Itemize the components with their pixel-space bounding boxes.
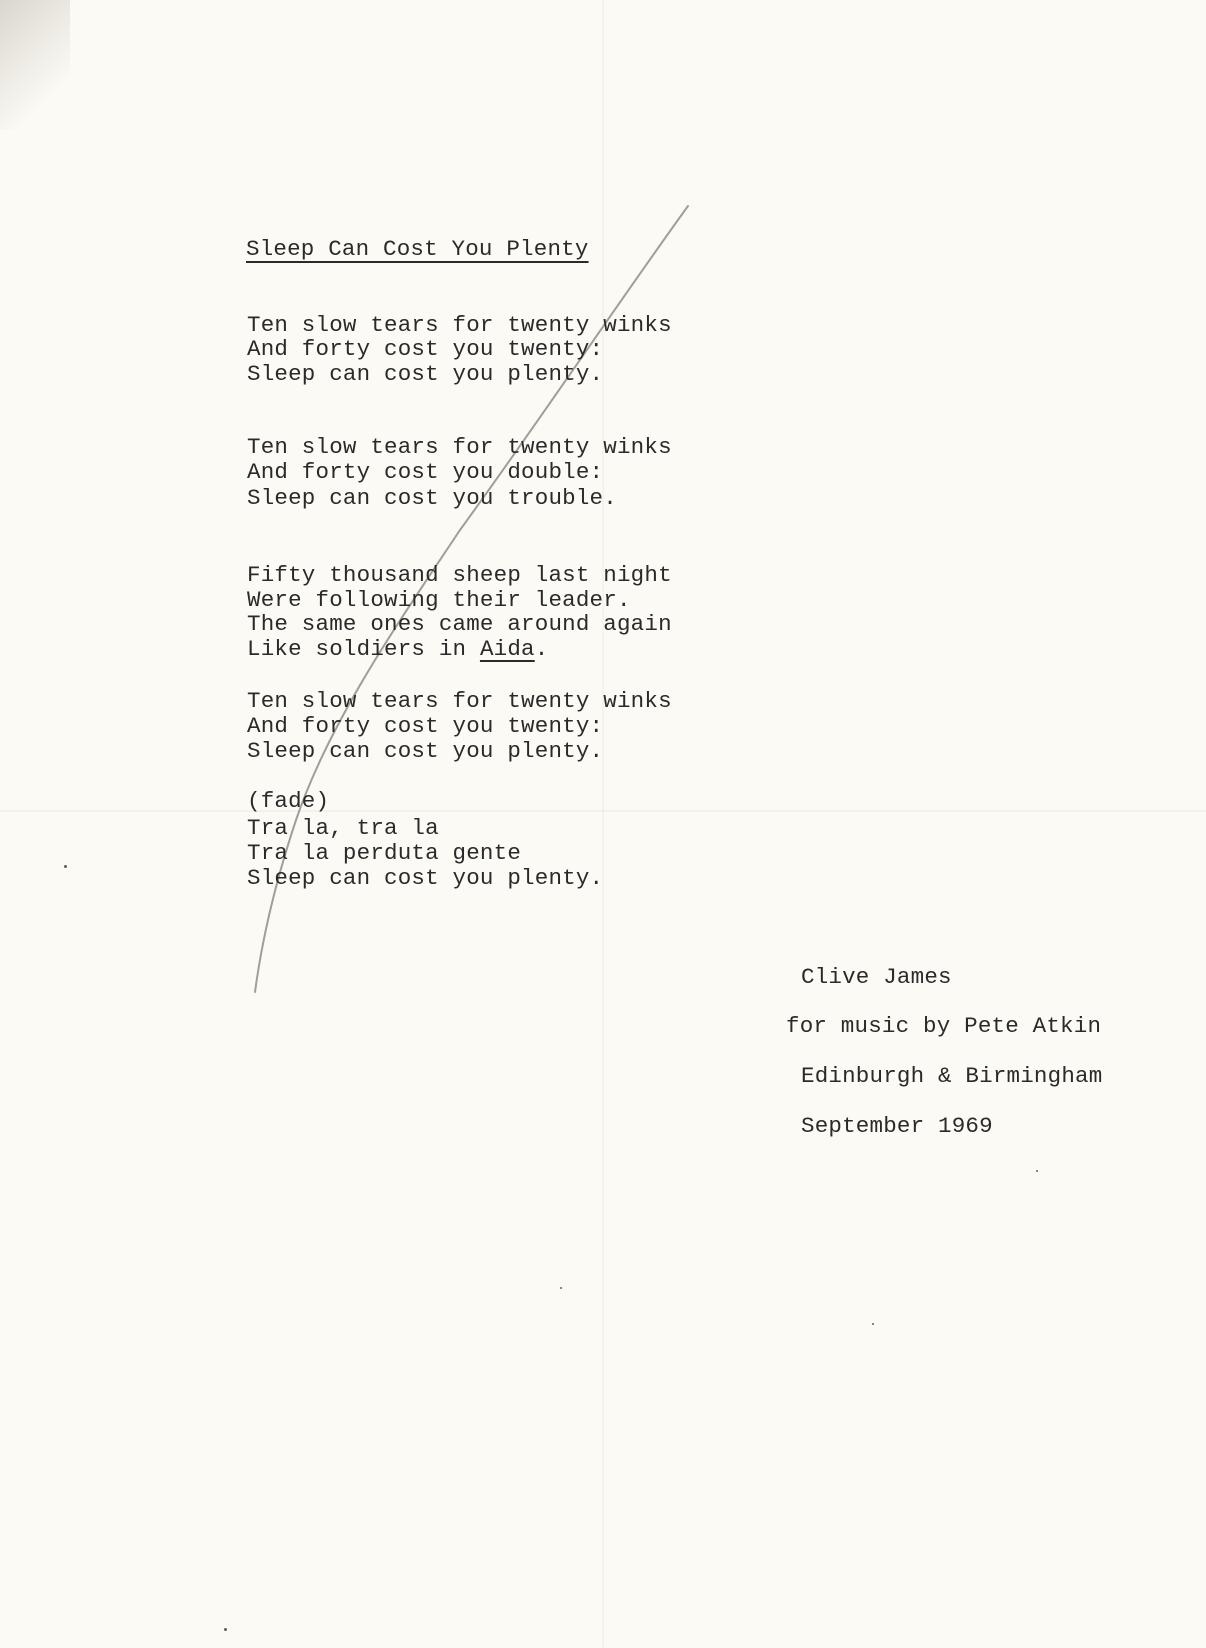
paper-speck: [1036, 1170, 1038, 1172]
paper-speck: [64, 865, 67, 868]
poem-line: And forty cost you double:: [247, 459, 604, 485]
paper-speck: [224, 1628, 227, 1631]
poem-line: Tra la perduta gente: [247, 840, 522, 866]
poem-line: Sleep can cost you plenty.: [247, 361, 604, 387]
poem-line: Sleep can cost you trouble.: [247, 485, 617, 511]
place: Edinburgh & Birmingham: [801, 1063, 1103, 1089]
poem-line: Ten slow tears for twenty winks: [247, 434, 672, 460]
poem-line: And forty cost you twenty:: [247, 713, 604, 739]
poem-line-with-title: [247, 638, 548, 661]
date: September 1969: [801, 1113, 993, 1139]
music-credit: for music by Pete Atkin: [786, 1013, 1102, 1039]
poem-line: Ten slow tears for twenty winks: [247, 688, 672, 714]
opera-title: Aida: [479, 636, 535, 662]
paper-speck: [872, 1323, 874, 1325]
paper-speck: [560, 1287, 562, 1289]
author-name: Clive James: [801, 964, 952, 990]
poem-line-part: Like soldiers in: [247, 636, 480, 662]
stage-direction: (fade): [247, 788, 330, 814]
poem-line: Sleep can cost you plenty.: [247, 865, 604, 891]
poem-line: The same ones came around again: [247, 611, 672, 637]
poem-line: Sleep can cost you plenty.: [247, 738, 604, 764]
poem-title: Sleep Can Cost You Plenty: [246, 236, 589, 262]
poem-line: And forty cost you twenty:: [247, 336, 604, 362]
poem-line: Fifty thousand sheep last night: [247, 562, 672, 588]
poem-line: Tra la, tra la: [247, 815, 439, 841]
poem-line: Were following their leader.: [247, 587, 631, 613]
poem-line-part: .: [534, 636, 549, 662]
poem-line: Ten slow tears for twenty winks: [247, 312, 672, 338]
